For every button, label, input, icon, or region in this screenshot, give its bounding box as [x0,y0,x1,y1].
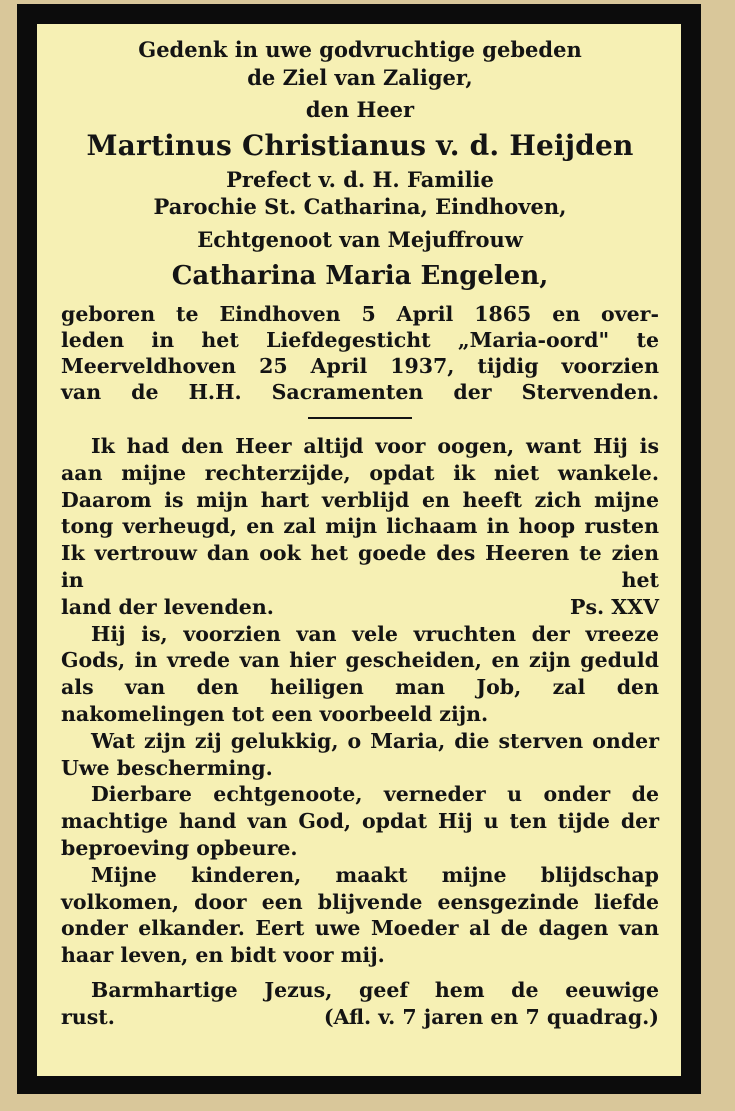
role-line-2: Parochie St. Catharina, Eindhoven, [153,194,567,219]
divider-rule [308,417,412,419]
verse-paragraph: Wat zijn zij gelukkig, o Maria, die sterven onder Uwe bescherming. [61,728,659,780]
biography [61,301,659,405]
bio-line: van de H.H. Sacramenten der Stervenden. [61,380,659,404]
verse-paragraph: Mijne kinderen, maakt mijne blijdschap volkomen, door een blijvende eensgezinde liefde onder elkander. Eert uwe Moeder al de dagen van haar leven, en bidt voor mij. [61,862,659,968]
verse-end: land der levenden. [61,594,274,619]
verse-paragraph: Ik had den Heer altijd voor oogen, want Hij is aan mijne rechterzijde, opdat ik niet wankele. Daarom is mijn hart verblijd en heeft zich mijne tong verheugd, en zal mijn lichaam in hoop rusten Ik vertrouw dan ook het goede des Heeren te zien in het [61,434,659,592]
verse-paragraph: Hij is, voorzien van vele vruchten der vreeze Gods, in vrede van hier gescheiden, en zijn geduld als van den heiligen man Job, zal den nakomelingen tot een voorbeeld zijn. [61,621,659,726]
deceased-name: Martinus Christianus v. d. Heijden [86,129,634,162]
title-line: den Heer [305,97,415,122]
role-line-1: Prefect v. d. H. Familie [226,167,494,192]
bio-line: geboren te Eindhoven 5 April 1865 en over- [61,302,659,326]
bio-line: Meerveldhoven 25 April 1937, tijdig voorzien [61,354,659,378]
memorial-card [17,4,701,1094]
closing-prayer: Barmhartige Jezus, geef hem de eeuwige [91,977,659,1002]
soul-line: de Ziel van Zaliger, [247,65,473,90]
indulgence-note: (Afl. v. 7 jaren en 7 quadrag.) [323,1004,659,1029]
spouse-intro: Echtgenoot van Mejuffrouw [197,227,523,252]
verses-block [61,433,659,1031]
psalm-reference-line [61,594,659,621]
prayer-request-line: Gedenk in uwe godvruchtige gebeden [138,37,582,62]
spouse-name: Catharina Maria Engelen, [171,261,549,291]
bio-line: leden in het Liefdegesticht „Maria-oord" te [61,328,659,352]
closing-end: rust. [61,1004,115,1029]
verse-paragraph: Dierbare echtgenoote, verneder u onder de machtige hand van God, opdat Hij u ten tijde der beproeving opbeure. [61,782,659,860]
closing-line [61,1004,659,1031]
psalm-reference: Ps. XXV [570,594,659,619]
card-panel [37,24,681,1076]
